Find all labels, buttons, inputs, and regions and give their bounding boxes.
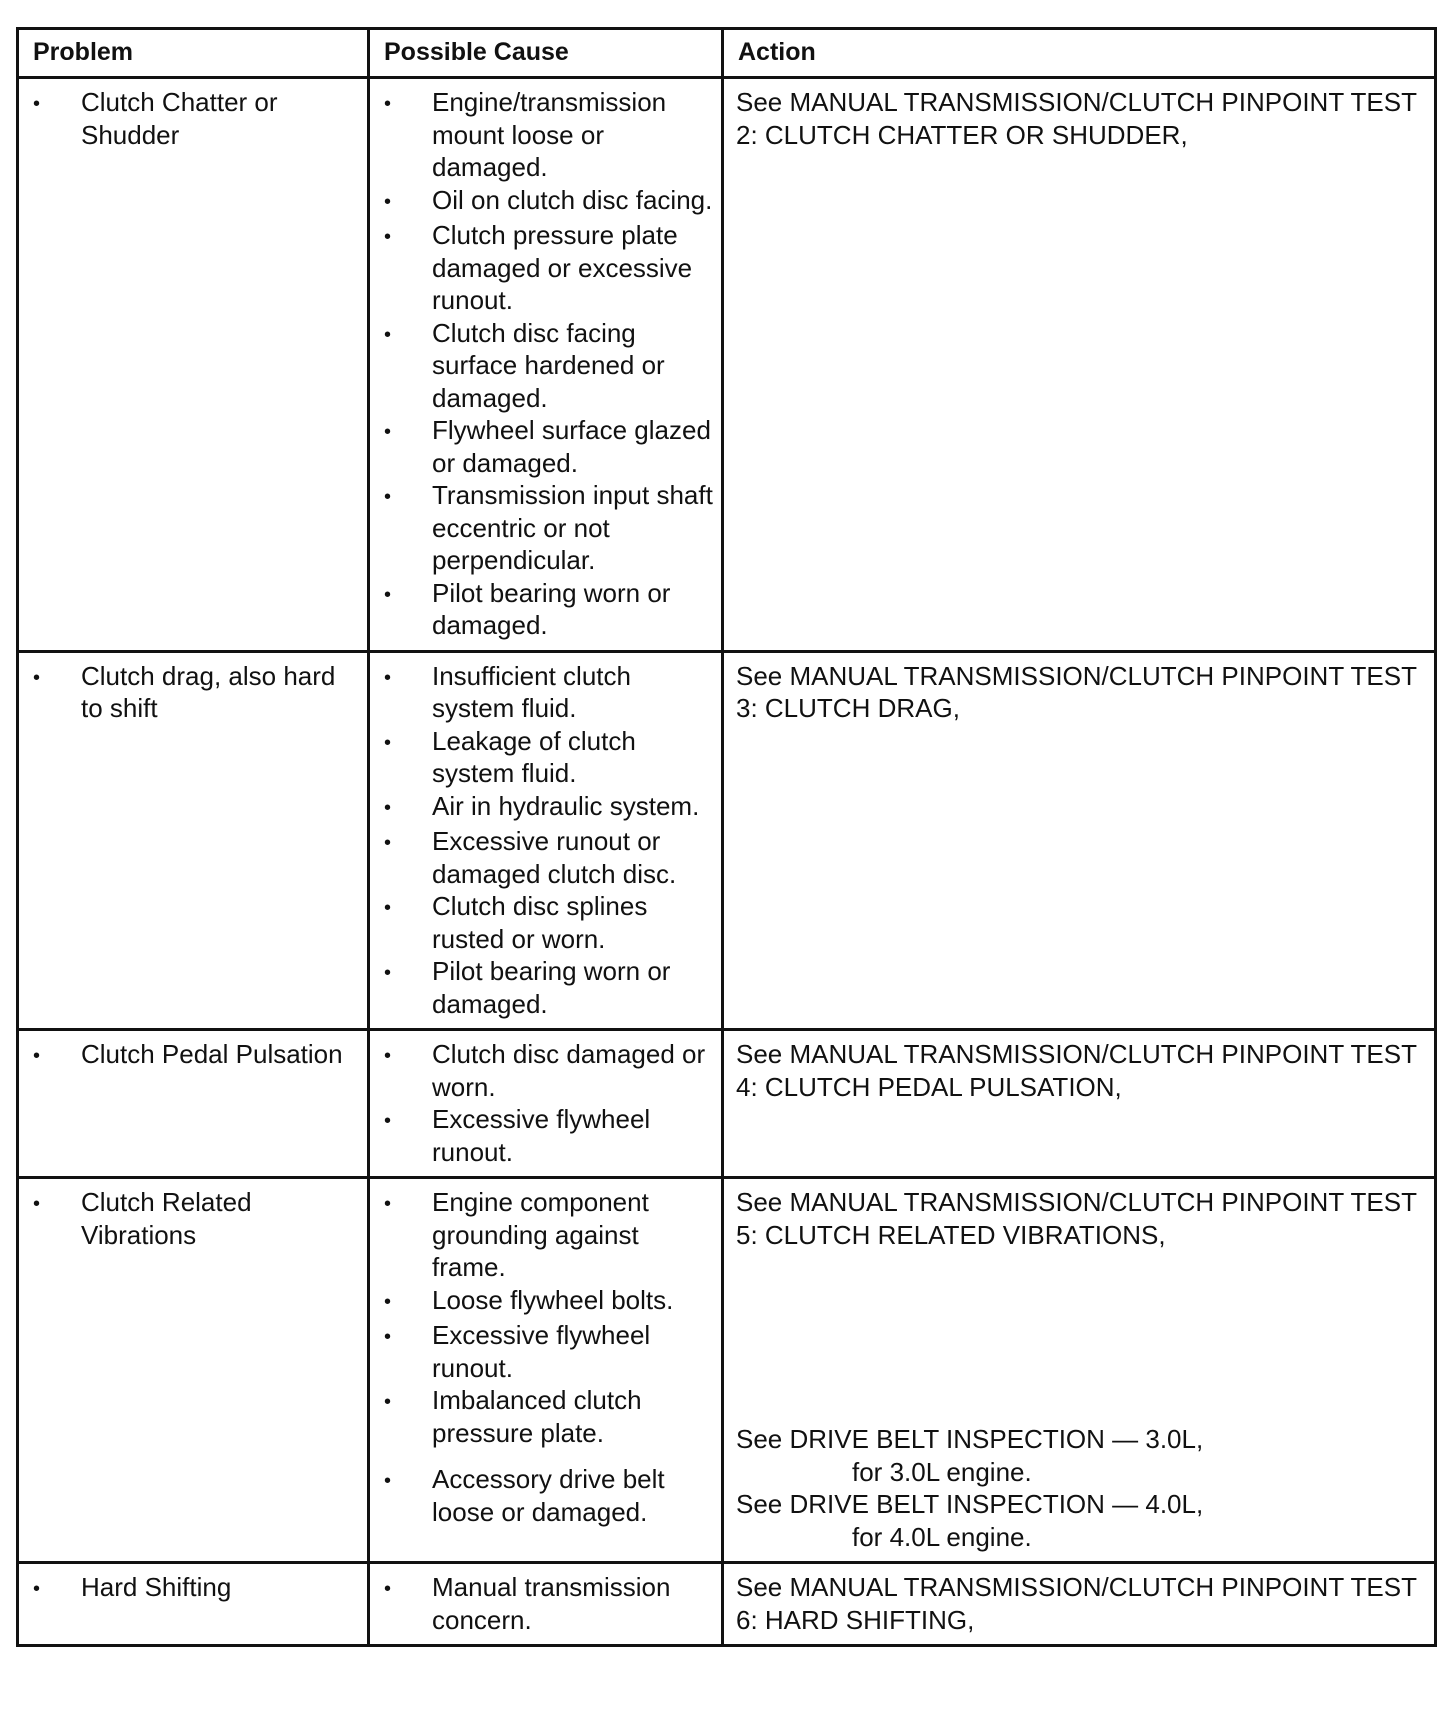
header-action: Action	[723, 29, 1436, 78]
action-cell	[723, 1563, 1436, 1646]
cause-item	[384, 790, 715, 826]
diagnosis-table	[16, 27, 1437, 1647]
bullet-icon	[384, 890, 432, 955]
cause-text: Pilot bearing worn or damaged.	[432, 577, 671, 640]
cause-item	[384, 1284, 715, 1320]
bullet-icon	[33, 1186, 81, 1251]
action-text: See MANUAL TRANSMISSION/CLUTCH PINPOINT TEST 2: CLUTCH CHATTER OR SHUDDER,	[736, 87, 1417, 150]
action-cell	[723, 78, 1436, 652]
cause-cell	[369, 1178, 723, 1563]
action-text: See MANUAL TRANSMISSION/CLUTCH PINPOINT TEST 6: HARD SHIFTING,	[736, 1572, 1417, 1635]
bullet-icon	[384, 1103, 432, 1168]
action-text: See MANUAL TRANSMISSION/CLUTCH PINPOINT TEST 3: CLUTCH DRAG,	[736, 660, 1417, 723]
cause-text: Flywheel surface glazed or damaged.	[432, 415, 711, 478]
problem-text: Clutch Related Vibrations	[81, 1187, 252, 1250]
cause-item	[384, 1103, 715, 1168]
cause-text: Clutch disc splines rusted or worn.	[432, 891, 648, 954]
bullet-icon	[384, 1186, 432, 1284]
action-cell	[723, 1178, 1436, 1563]
bullet-icon	[384, 219, 432, 317]
cause-text: Loose flywheel bolts.	[432, 1284, 674, 1315]
table-row	[18, 1178, 1436, 1563]
bullet-icon	[384, 1319, 432, 1384]
cause-item	[384, 1571, 715, 1636]
cause-cell	[369, 1563, 723, 1646]
cause-cell	[369, 651, 723, 1030]
problem-text: Clutch Chatter or Shudder	[81, 87, 278, 150]
bullet-icon	[33, 1038, 81, 1074]
cause-item	[384, 725, 715, 790]
cause-text: Engine component grounding against frame.	[432, 1187, 649, 1282]
cause-text: Transmission input shaft eccentric or not perpendicular.	[432, 480, 713, 575]
cause-text: Excessive flywheel runout.	[432, 1320, 651, 1383]
bullet-icon	[384, 825, 432, 890]
table-row	[18, 651, 1436, 1030]
cause-cell	[369, 1030, 723, 1178]
cause-text: Excessive runout or damaged clutch disc.	[432, 826, 677, 889]
table-row	[18, 1030, 1436, 1178]
cause-text: Pilot bearing worn or damaged.	[432, 956, 671, 1019]
header-row	[18, 29, 1436, 78]
cause-item	[384, 414, 715, 479]
cause-text: Excessive flywheel runout.	[432, 1104, 651, 1167]
bullet-icon	[384, 1038, 432, 1103]
cause-item	[384, 577, 715, 642]
bullet-icon	[384, 577, 432, 642]
cause-text: Insufficient clutch system fluid.	[432, 660, 631, 723]
cause-text: Clutch pressure plate damaged or excessive runout.	[432, 220, 693, 315]
bullet-icon	[384, 1571, 432, 1636]
cause-item	[384, 479, 715, 577]
cause-text: Accessory drive belt loose or damaged.	[432, 1464, 665, 1527]
cause-text: Air in hydraulic system.	[432, 790, 700, 821]
cause-item	[384, 317, 715, 415]
cause-item	[384, 825, 715, 890]
cause-item	[384, 1384, 715, 1449]
bullet-icon	[384, 1463, 432, 1528]
cause-item	[384, 660, 715, 725]
bullet-icon	[384, 479, 432, 577]
bullet-icon	[384, 790, 432, 826]
table-row	[18, 1563, 1436, 1646]
problem-cell	[18, 651, 369, 1030]
drive-belt-note-3-0: for 3.0L engine.	[852, 1456, 1032, 1487]
bullet-icon	[384, 86, 432, 184]
problem-text: Clutch Pedal Pulsation	[81, 1039, 343, 1069]
action-text: See MANUAL TRANSMISSION/CLUTCH PINPOINT TEST 4: CLUTCH PEDAL PULSATION,	[736, 1039, 1417, 1102]
action-cell	[723, 651, 1436, 1030]
cause-text: Clutch disc damaged or worn.	[432, 1039, 706, 1102]
problem-text: Hard Shifting	[81, 1572, 232, 1602]
problem-cell	[18, 1030, 369, 1178]
action-text: See MANUAL TRANSMISSION/CLUTCH PINPOINT TEST 5: CLUTCH RELATED VIBRATIONS,	[736, 1187, 1417, 1250]
problem-cell	[18, 1178, 369, 1563]
cause-item	[384, 955, 715, 1020]
cause-item	[384, 890, 715, 955]
drive-belt-note-4-0: for 4.0L engine.	[852, 1521, 1032, 1552]
drive-belt-action-3-0: See DRIVE BELT INSPECTION — 3.0L,	[736, 1424, 1204, 1454]
bullet-icon	[384, 317, 432, 415]
cause-text: Leakage of clutch system fluid.	[432, 725, 636, 788]
cause-text: Engine/transmission mount loose or damaged.	[432, 87, 667, 182]
bullet-icon	[384, 414, 432, 479]
cause-text: Oil on clutch disc facing.	[432, 184, 713, 215]
cause-item	[384, 86, 715, 184]
bullet-icon	[33, 1571, 81, 1607]
cause-item	[384, 1463, 715, 1528]
cause-item	[384, 219, 715, 317]
bullet-icon	[384, 725, 432, 790]
bullet-icon	[384, 955, 432, 1020]
cause-cell	[369, 78, 723, 652]
bullet-icon	[384, 660, 432, 725]
bullet-icon	[33, 660, 81, 725]
drive-belt-action-4-0: See DRIVE BELT INSPECTION — 4.0L,	[736, 1489, 1204, 1519]
cause-text: Imbalanced clutch pressure plate.	[432, 1385, 642, 1448]
problem-text: Clutch drag, also hard to shift	[81, 660, 336, 723]
problem-cell	[18, 1563, 369, 1646]
cause-item	[384, 1186, 715, 1284]
bullet-icon	[384, 1284, 432, 1320]
header-problem: Problem	[18, 29, 369, 78]
cause-text: Clutch disc facing surface hardened or damaged.	[432, 317, 665, 413]
cause-item	[384, 1038, 715, 1103]
problem-cell	[18, 78, 369, 652]
table-row	[18, 78, 1436, 652]
cause-item	[384, 184, 715, 220]
cause-item	[384, 1319, 715, 1384]
action-cell	[723, 1030, 1436, 1178]
header-cause: Possible Cause	[369, 29, 723, 78]
bullet-icon	[384, 184, 432, 220]
bullet-icon	[33, 86, 81, 151]
bullet-icon	[384, 1384, 432, 1449]
cause-text: Manual transmission concern.	[432, 1572, 671, 1635]
